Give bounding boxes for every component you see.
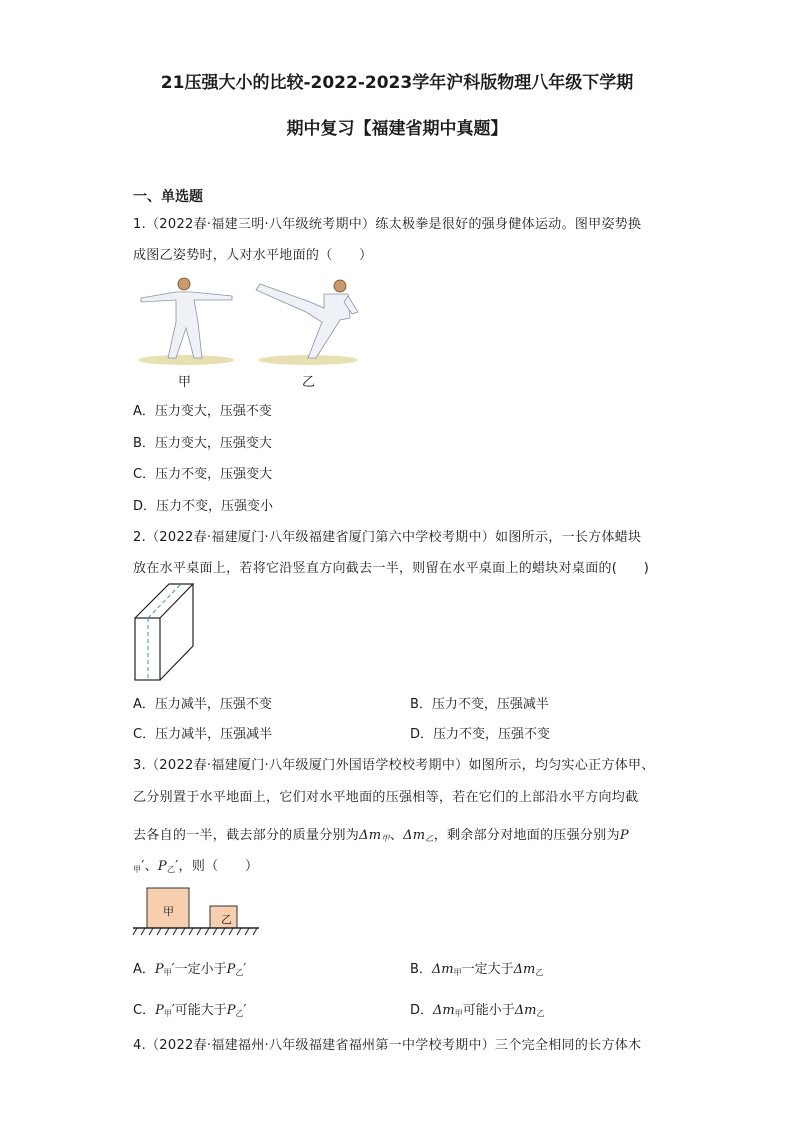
document-title-line2: 期中复习【福建省期中真题】 xyxy=(286,119,508,139)
q2-line2: 放在水平桌面上，若将它沿竖直方向截去一半，则留在水平桌面上的蜡块对桌面的( ) xyxy=(133,561,650,576)
q1-option-d[interactable]: D．压力不变，压强变小 xyxy=(133,499,274,514)
q4-line1: 4.（2022春·福建福州·八年级福建省福州第一中学校考期中）三个完全相同的长方体木 xyxy=(133,1038,642,1053)
q3-line1: 3.（2022春·福建厦门·八年级厦门外国语学校校考期中）如图所示，均匀实心正方体甲、 xyxy=(133,758,655,773)
ground-shadow-jia xyxy=(138,355,234,365)
person-yi-icon xyxy=(256,280,358,358)
q1-line1: 1.（2022春·福建三明·八年级统考期中）练太极拳是很好的强身健体运动。图甲姿势换 xyxy=(133,217,642,232)
q2-line1: 2.（2022春·福建厦门·八年级福建省厦门第六中学校考期中）如图所示，一长方体蜡块 xyxy=(133,530,642,545)
q1-option-b[interactable]: B．压力变大，压强变大 xyxy=(133,436,272,451)
q3-dm-jia: $\Delta m_甲$ xyxy=(359,828,390,843)
document-title-line1: 21压强大小的比较-2022-2023学年沪科版物理八年级下学期 xyxy=(160,73,634,93)
q1-fig-label-jia: 甲 xyxy=(178,375,192,390)
q2-option-a[interactable]: A．压力减半，压强不变 xyxy=(133,697,272,712)
q3-option-a[interactable]: A．$P_甲'$一定小于$P_乙'$ xyxy=(133,962,247,977)
q3-option-b[interactable]: B．$\Delta m_甲$一定大于$\Delta m_乙$ xyxy=(410,962,544,977)
q3-option-c[interactable]: C．$P_甲'$可能大于$P_乙'$ xyxy=(133,1003,247,1018)
q1-line2: 成图乙姿势时，人对水平地面的（ ） xyxy=(133,248,373,263)
q3-line3-prefix: 去各自的一半，截去部分的质量分别为 xyxy=(133,828,360,843)
q2-option-d[interactable]: D．压力不变，压强不变 xyxy=(410,727,551,742)
q1-taichi-figure xyxy=(136,272,366,368)
person-jia-icon xyxy=(141,278,232,358)
q3-cubes-figure xyxy=(133,886,261,938)
q3-line4: $_甲$′、$P_乙'$，则（ ） xyxy=(133,859,259,874)
q3-line3: 去各自的一半，截去部分的质量分别为$\Delta m_甲$、$\Delta m_乙$，剩余部分对地面的压强分别为P xyxy=(133,828,629,843)
q1-fig-label-yi: 乙 xyxy=(302,375,316,390)
section-heading: 一、单选题 xyxy=(133,189,203,205)
q2-wax-block-figure xyxy=(133,580,197,684)
q3-dm-yi: $\Delta m_乙$ xyxy=(403,828,434,843)
q3-fig-label-yi: 乙 xyxy=(221,913,232,926)
q3-option-d[interactable]: D．$\Delta m_甲$可能小于$\Delta m_乙$ xyxy=(410,1003,545,1018)
q3-line2: 乙分别置于水平地面上，它们对水平地面的压强相等，若在它们的上部沿水平方向均截 xyxy=(133,790,639,805)
q2-option-b[interactable]: B．压力不变，压强减半 xyxy=(410,697,549,712)
ground-shadow-yi xyxy=(258,355,358,365)
q3-fig-label-jia: 甲 xyxy=(163,905,174,918)
q1-option-a[interactable]: A．压力变大，压强不变 xyxy=(133,404,272,419)
q1-option-c[interactable]: C．压力不变，压强变大 xyxy=(133,467,273,482)
q2-option-c[interactable]: C．压力减半，压强减半 xyxy=(133,727,273,742)
